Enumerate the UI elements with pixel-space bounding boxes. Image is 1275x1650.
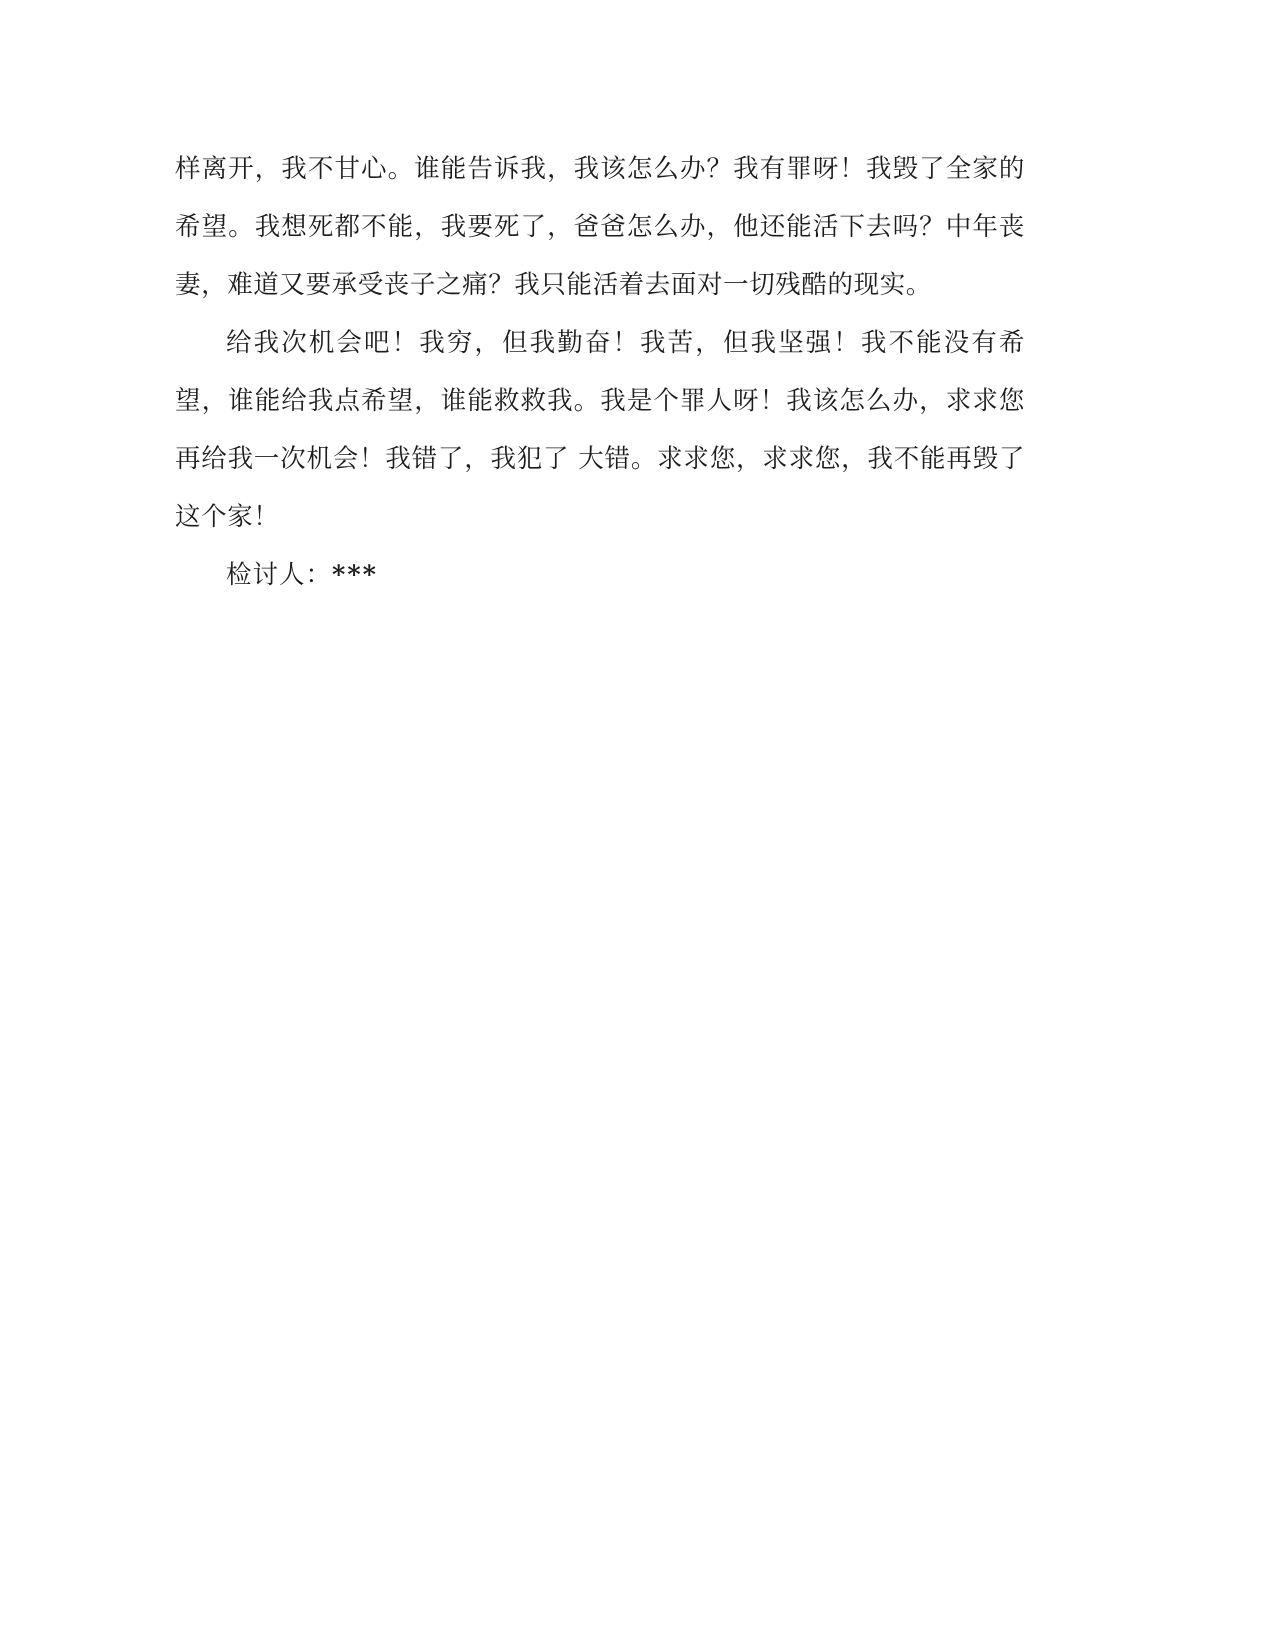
signature-label: 检讨人： bbox=[226, 560, 333, 590]
signature-line bbox=[175, 546, 1025, 604]
paragraph-2: 给我次机会吧！我穷，但我勤奋！我苦，但我坚强！我不能没有希望，谁能给我点希望，谁能救救我。我是个罪人呀！我该怎么办，求求您再给我一次机会！我错了，我犯了 大错。求求您，求求您，我不能再毁了这个家！ bbox=[175, 328, 1025, 532]
signature-name: *** bbox=[332, 560, 379, 590]
document-body bbox=[175, 140, 1025, 604]
paragraph-1: 样离开，我不甘心。谁能告诉我，我该怎么办？我有罪呀！我毁了全家的希望。我想死都不能，我要死了，爸爸怎么办，他还能活下去吗？中年丧妻，难道又要承受丧子之痛？我只能活着去面对一切残酷的现实。 bbox=[175, 154, 1025, 300]
